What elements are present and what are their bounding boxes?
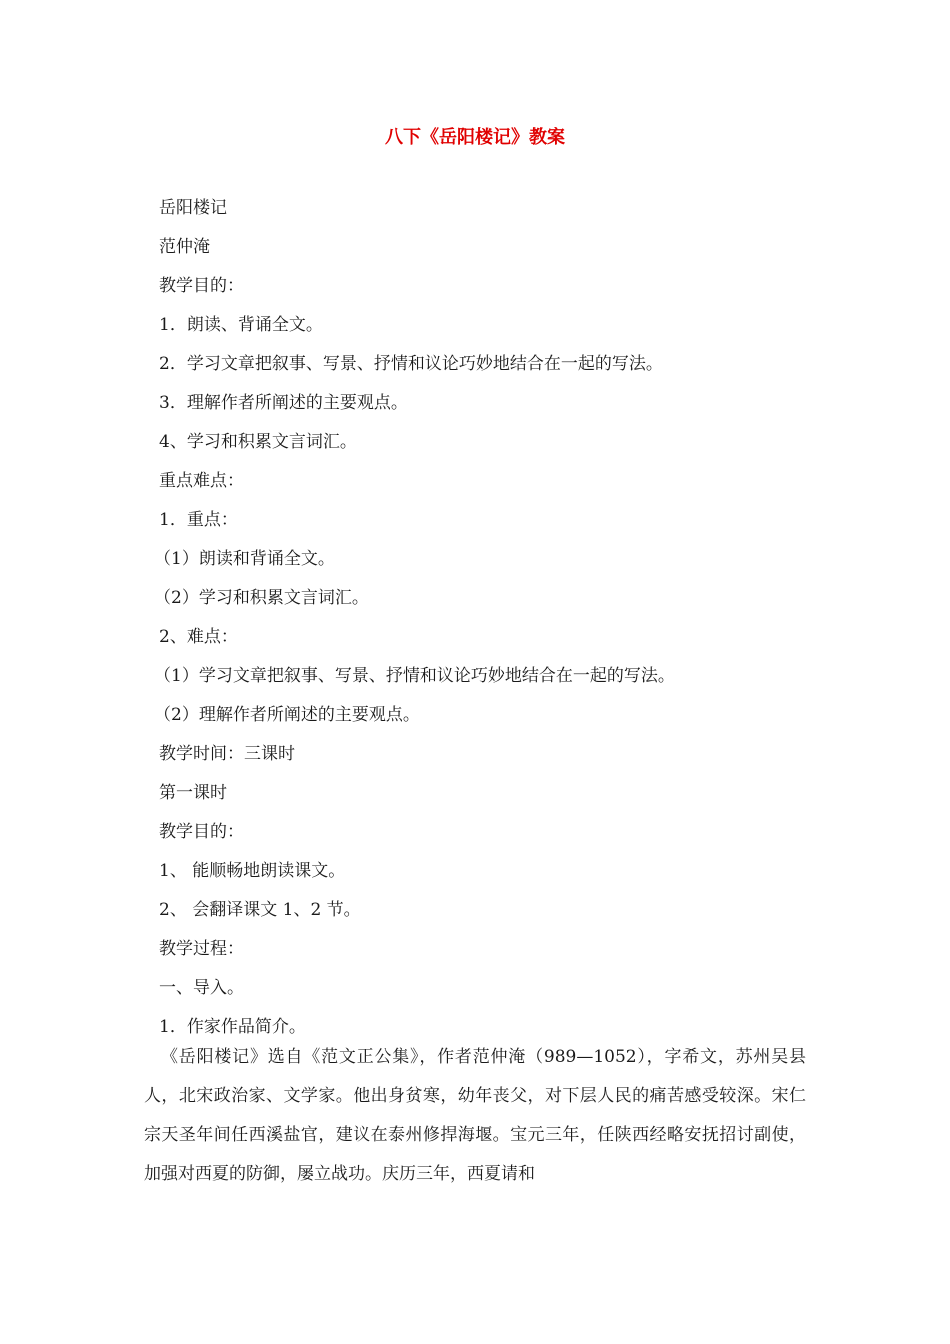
text-line: 1．朗读、背诵全文。 bbox=[159, 315, 323, 335]
text-line: 1．重点： bbox=[159, 510, 238, 530]
text-line: （2）学习和积累文言词汇。 bbox=[154, 588, 369, 608]
text-line: 教学时间：三课时 bbox=[159, 744, 295, 764]
text-line: 第一课时 bbox=[159, 783, 227, 803]
text-line: 教学目的： bbox=[159, 822, 244, 842]
text-line: 2．学习文章把叙事、写景、抒情和议论巧妙地结合在一起的写法。 bbox=[159, 354, 663, 374]
text-line: 教学目的： bbox=[159, 276, 244, 296]
text-line: 1、 能顺畅地朗读课文。 bbox=[159, 861, 346, 881]
text-line: 2、难点： bbox=[159, 627, 238, 647]
body-paragraph: 《岳阳楼记》选自《范文正公集》，作者范仲淹（989—1052），字希文，苏州吴县人，北宋政治家、文学家。他出身贫寒，幼年丧父，对下层人民的痛苦感受较深。宋仁宗天圣年间任西溪盐官，建议在泰州修捍海堰。宝元三年，任陕西经略安抚招讨副使，加强对西夏的防御，屡立战功。庆历三年，西夏请和 bbox=[144, 1047, 806, 1184]
text-line: 1．作家作品简介。 bbox=[159, 1017, 306, 1037]
text-line: 2、 会翻译课文 1、2 节。 bbox=[159, 900, 361, 920]
text-line: 教学过程： bbox=[159, 939, 244, 959]
document-title: 八下《岳阳楼记》教案 bbox=[385, 127, 565, 148]
text-line: （1）学习文章把叙事、写景、抒情和议论巧妙地结合在一起的写法。 bbox=[154, 666, 675, 686]
document-lines bbox=[154, 189, 819, 1047]
text-line: 范仲淹 bbox=[159, 237, 210, 257]
text-line: 4、学习和积累文言词汇。 bbox=[159, 432, 357, 452]
text-line: （1）朗读和背诵全文。 bbox=[154, 549, 335, 569]
text-line: （2）理解作者所阐述的主要观点。 bbox=[154, 705, 420, 725]
text-line: 3．理解作者所阐述的主要观点。 bbox=[159, 393, 408, 413]
text-line: 岳阳楼记 bbox=[159, 198, 227, 218]
text-line: 重点难点： bbox=[159, 471, 244, 491]
text-line: 一、导入。 bbox=[159, 978, 244, 998]
